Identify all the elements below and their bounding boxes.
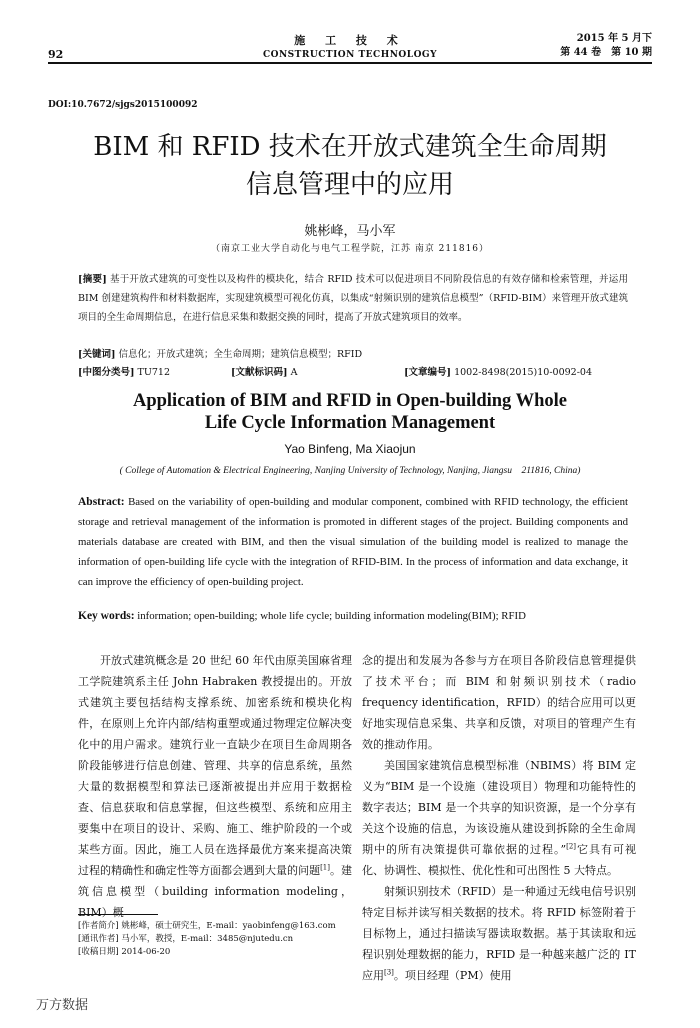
footnote-corresponding: [通讯作者] 马小军，教授，E-mail：3485@njutedu.cn <box>78 934 294 944</box>
keywords-cn <box>78 346 628 364</box>
abstract-cn-text: 基于开放式建筑的可变性以及构件的模块化，结合 RFID 技术可以促进项目不同阶段信息的有效存储和检索管理，并运用 BIM 创建建筑构件和材料数据库，实现建筑模型可视化仿真，以集成“射频识别的建筑信息模型”（RFID-BIM）来管理开放式建筑项目的全生命周期信息，在进行信息采集和数据交换的同时，提高了开放式建筑项目的效率。 <box>78 274 629 323</box>
article-no-value: 1002-8498(2015)10-0092-04 <box>454 367 593 378</box>
abstract-en <box>78 492 628 592</box>
body-text: 美国国家建筑信息模型标准（NBIMS）将 BIM 定义为“BIM 是一个设施（建设项目）物理和功能特性的数字表达；BIM 是一个共享的知识资源，是一个分享有关这个设施的信息，为该设施从建设到拆除的全生命周期中的所有决策提供可靠依据的过程。” <box>362 759 636 856</box>
doi: DOI:10.7672/sjgs2015100092 <box>48 100 198 110</box>
body-text: 它具有可视化、协调性、模拟性、优化性和可出图性 5 大特点。 <box>362 843 637 877</box>
body-paragraph: 念的提出和发展为各参与方在项目各阶段信息管理提供了技术平台；而 BIM 和射频识别技术（radio frequency identification，RFID）的结合应用可以更好地实现信息采集、共享和反馈，对项目的管理产生有效的推动作用。 <box>362 654 636 751</box>
footnote-received: [收稿日期] 2014-06-20 <box>78 947 171 957</box>
page-number: 92 <box>48 48 64 61</box>
keywords-cn-label: [关键词] <box>78 349 116 360</box>
body-column-right <box>362 650 636 986</box>
body-text: 。建筑信息模型（building information modeling，BIM）概 <box>78 864 353 919</box>
journal-name-cn: 施 工 技 术 <box>294 34 406 47</box>
abstract-cn <box>78 270 628 327</box>
body-text: 开放式建筑概念是 20 世纪 60 年代由原美国麻省理工学院建筑系主任 John Habraken 教授提出的。开放式建筑主要包括结构支撑系统、加密系统和模块化构件，在原则上允许内部/结构重塑或通过物理定位解决变化中的用户需求。建筑行业一直缺少在项目生命周期各阶段能够进行信息创建、管理、共享的信息系统，虽然大量的数据模型和算法已逐渐被提出并应用于数据检查、信息获取和信息掌握，但这些模型、系统和应用主要集中在项目的设计、采购、施工、维护阶段的一个或某些方面。因此，施工人员在选择最优方案来提高决策过程的精确性和确定性等方面都会遇到大量的问题 <box>78 654 352 877</box>
footnotes <box>78 920 354 959</box>
authors-en: Yao Binfeng, Ma Xiaojun <box>284 442 416 456</box>
keywords-en-text: information; open-building; whole life cycle; building information modeling(BIM); RFID <box>137 610 526 622</box>
keywords-cn-text: 信息化；开放式建筑；全生命周期；建筑信息模型；RFID <box>118 349 363 360</box>
body-column-left <box>78 650 352 923</box>
watermark: 万方数据 <box>36 998 89 1013</box>
issue-info <box>560 32 652 60</box>
issue-date: 2015 年 5 月下 <box>576 33 652 44</box>
body-paragraph <box>362 755 636 881</box>
body-text: 射频识别技术（RFID）是一种通过无线电信号识别特定目标并读写相关数据的技术。将 RFID 标签附着于目标物上，通过扫描读写器读取数据。基于其读取和远程识别处理数据的能力，RFID 是一种越来越广泛的 IT 应用 <box>362 885 636 982</box>
body-text: 。项目经理（PM）使用 <box>393 969 512 982</box>
classification-row <box>78 364 638 382</box>
abstract-en-text: Based on the variability of open-building and modular component, combined with RFID technology, the efficient storage and retrieval management of the information is promoted in different stages of the project. Building components and materials database are created with BIM, and then the visual simulation of the building model is realized to manage the information of open-building life cycle with the integration of RFID-BIM. In the process of information and data exchange, it can improve the efficiency of open-building project. <box>78 496 628 588</box>
keywords-en-label: Key words: <box>78 610 135 622</box>
affiliation-cn: （南京工业大学自动化与电气工程学院，江苏 南京 211816） <box>210 244 490 254</box>
authors-cn: 姚彬峰，马小军 <box>304 224 396 239</box>
footnote-author-intro: [作者简介] 姚彬峰，硕士研究生，E-mail：yaobinfeng@163.com <box>78 921 336 931</box>
body-paragraph <box>362 881 636 986</box>
title-en-line2: Life Cycle Information Management <box>204 413 496 433</box>
paper-title-cn <box>0 128 700 204</box>
abstract-en-label: Abstract: <box>78 496 125 508</box>
clc-value: TU712 <box>137 367 171 378</box>
journal-name-en: CONSTRUCTION TECHNOLOGY <box>262 50 438 60</box>
abstract-cn-label: [摘要] <box>78 274 107 285</box>
footnote-rule <box>78 914 158 915</box>
clc-label: [中图分类号] <box>78 367 135 378</box>
title-cn-line2: 信息管理中的应用 <box>245 170 454 200</box>
title-cn-line1: BIM 和 RFID 技术在开放式建筑全生命周期 <box>93 132 607 162</box>
affiliation-en: ( College of Automation & Electrical Engineering, Nanjing University of Technology, Nanjing, Jiangsu 211816, China) <box>119 466 581 476</box>
citation-ref: [2] <box>566 842 577 851</box>
doc-code-label: [文献标识码] <box>231 367 288 378</box>
title-en-line1: Application of BIM and RFID in Open-building Whole <box>132 391 567 411</box>
body-paragraph <box>78 650 352 923</box>
citation-ref: [1] <box>320 863 330 872</box>
article-no-label: [文章编号] <box>404 367 452 378</box>
paper-title-en <box>0 390 700 434</box>
header-rule <box>48 62 652 64</box>
doc-code-value: A <box>290 367 298 378</box>
keywords-en <box>78 610 638 622</box>
volume-issue: 第 44 卷 第 10 期 <box>560 47 652 58</box>
citation-ref: [3] <box>384 968 394 977</box>
